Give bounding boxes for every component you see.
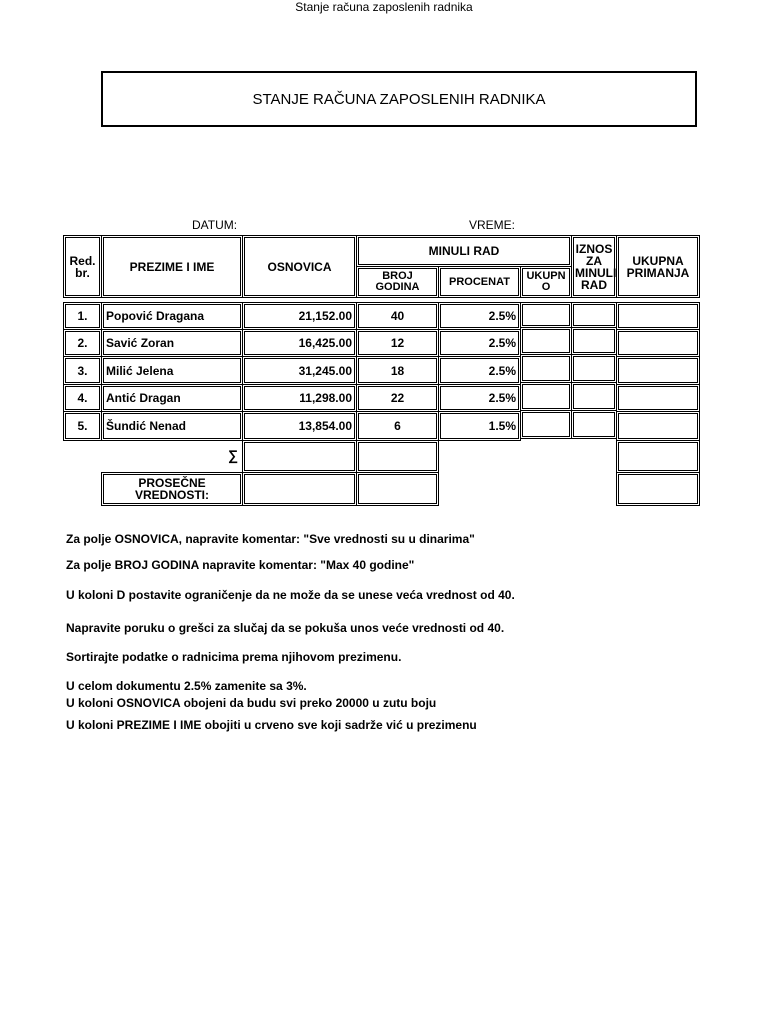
row-4-name: Antić Dragan <box>101 384 243 412</box>
row-2-ukupna-primanja[interactable] <box>616 329 700 357</box>
row-4-ukupno[interactable] <box>520 382 572 411</box>
sum-marker-icon: ∑ <box>228 447 238 463</box>
row-3-broj-godina: 18 <box>356 356 439 385</box>
row-2-procenat: 2.5% <box>438 329 521 357</box>
vreme-label: VREME: <box>469 218 516 232</box>
row-3-ukupna-primanja[interactable] <box>616 356 700 385</box>
sum-broj-godina[interactable] <box>356 440 439 473</box>
document-title: STANJE RAČUNA ZAPOSLENIH RADNIKA <box>252 90 546 108</box>
row-1-procenat: 2.5% <box>438 302 521 330</box>
instruction-5: Sortirajte podatke o radnicima prema njihovom prezimenu. <box>66 650 402 664</box>
row-1-broj-godina: 40 <box>356 302 439 330</box>
row-2-nr: 2. <box>63 329 102 357</box>
row-5-name: Šundić Nenad <box>101 411 243 441</box>
instruction-3: U koloni D postavite ograničenje da ne može da se unese veća vrednost od 40. <box>66 588 515 602</box>
avg-broj-godina[interactable] <box>356 472 439 506</box>
instruction-2: Za polje BROJ GODINA napravite komentar: "Max 40 godine" <box>66 558 415 572</box>
row-5-nr: 5. <box>63 411 102 441</box>
row-2-name: Savić Zoran <box>101 329 243 357</box>
row-3-nr: 3. <box>63 356 102 385</box>
row-2-broj-godina: 12 <box>356 329 439 357</box>
row-2-iznos[interactable] <box>571 327 617 355</box>
row-5-broj-godina: 6 <box>356 411 439 441</box>
row-3-procenat: 2.5% <box>438 356 521 385</box>
row-3-iznos[interactable] <box>571 354 617 383</box>
sum-osnovica[interactable] <box>242 440 357 473</box>
datum-label: DATUM: <box>192 218 238 232</box>
header-osnovica: OSNOVICA <box>242 235 357 298</box>
row-5-ukupno[interactable] <box>520 410 572 439</box>
page-header: Stanje računa zaposlenih radnika <box>295 0 473 14</box>
header-ukupna-primanja: UKUPNA PRIMANJA <box>616 235 700 298</box>
row-1-name: Popović Dragana <box>101 302 243 330</box>
instruction-6: U celom dokumentu 2.5% zamenite sa 3%. <box>66 679 307 693</box>
sum-ukupna-primanja[interactable] <box>616 440 700 473</box>
row-3-ukupno[interactable] <box>520 354 572 383</box>
header-iznos-za-minuli-rad: IZNOS ZA MINULI RAD <box>571 235 617 298</box>
row-4-procenat: 2.5% <box>438 384 521 412</box>
header-broj-godina: BROJ GODINA <box>356 266 439 298</box>
document-title-box <box>101 71 697 127</box>
row-1-osnovica: 21,152.00 <box>242 302 357 330</box>
instruction-7: U koloni OSNOVICA obojeni da budu svi preko 20000 u zutu boju <box>66 696 437 710</box>
row-2-ukupno[interactable] <box>520 327 572 355</box>
row-4-ukupna-primanja[interactable] <box>616 384 700 412</box>
row-4-iznos[interactable] <box>571 382 617 411</box>
row-4-broj-godina: 22 <box>356 384 439 412</box>
row-1-ukupna-primanja[interactable] <box>616 302 700 330</box>
row-5-procenat: 1.5% <box>438 411 521 441</box>
row-2-osnovica: 16,425.00 <box>242 329 357 357</box>
instruction-1: Za polje OSNOVICA, napravite komentar: "Sve vrednosti su u dinarima" <box>66 532 475 546</box>
header-procenat: PROCENAT <box>438 266 521 298</box>
row-1-ukupno[interactable] <box>520 302 572 328</box>
header-minuli-rad: MINULI RAD <box>356 235 572 267</box>
row-4-nr: 4. <box>63 384 102 412</box>
avg-osnovica[interactable] <box>242 472 357 506</box>
row-4-osnovica: 11,298.00 <box>242 384 357 412</box>
row-3-osnovica: 31,245.00 <box>242 356 357 385</box>
header-red-br: Red. br. <box>63 235 102 298</box>
row-5-iznos[interactable] <box>571 410 617 439</box>
instruction-8: U koloni PREZIME I IME obojiti u crveno sve koji sadrže vić u prezimenu <box>66 718 477 732</box>
row-1-nr: 1. <box>63 302 102 330</box>
row-1-iznos[interactable] <box>571 302 617 328</box>
header-ukupno: UKUPNO <box>520 266 572 298</box>
row-5-ukupna-primanja[interactable] <box>616 411 700 441</box>
row-5-osnovica: 13,854.00 <box>242 411 357 441</box>
row-3-name: Milić Jelena <box>101 356 243 385</box>
prosecne-vrednosti-label: PROSEČNE VREDNOSTI: <box>101 472 243 506</box>
avg-ukupna-primanja[interactable] <box>616 472 700 506</box>
instruction-4: Napravite poruku o grešci za slučaj da se pokuša unos veće vrednosti od 40. <box>66 621 505 635</box>
header-prezime-ime: PREZIME I IME <box>101 235 243 298</box>
